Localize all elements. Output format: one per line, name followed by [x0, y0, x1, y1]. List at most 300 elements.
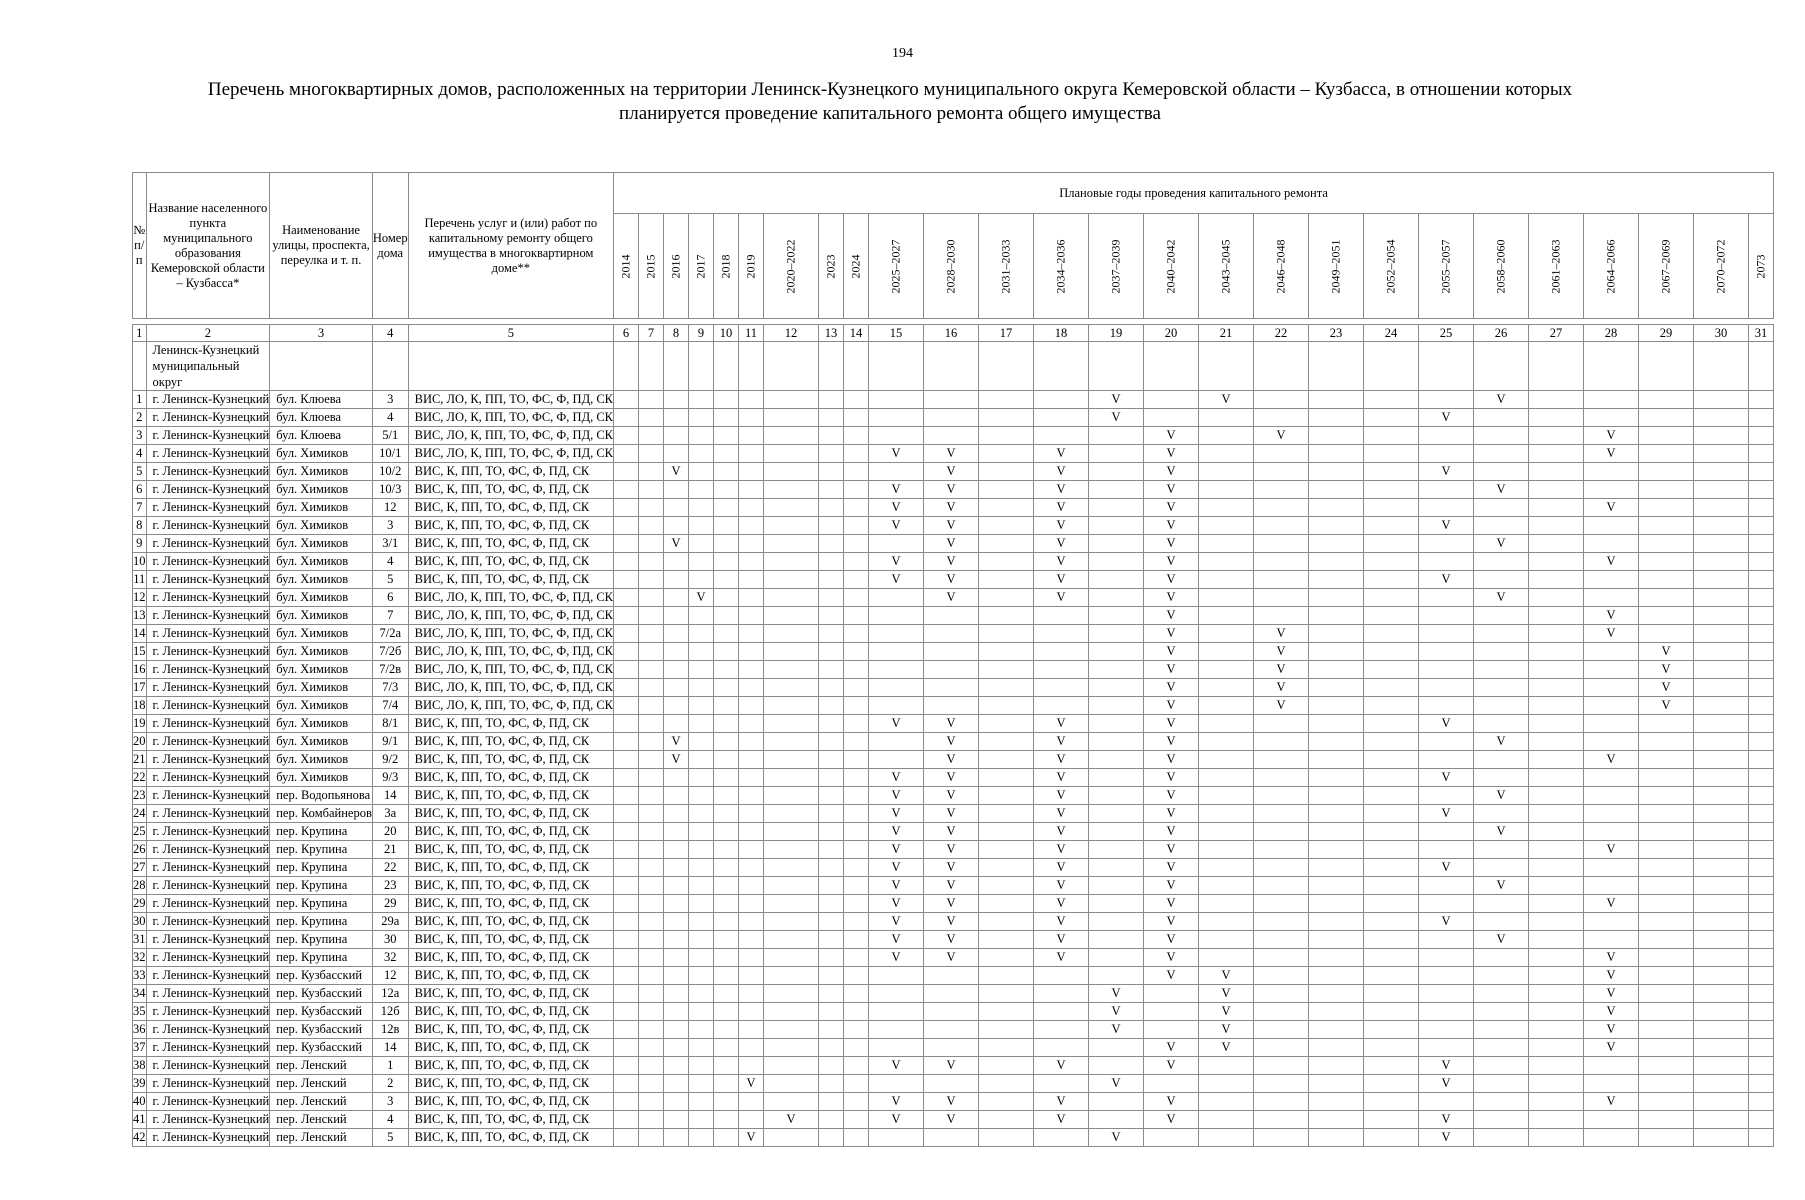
year-cell — [1309, 805, 1364, 823]
table-row — [133, 1129, 1774, 1147]
year-cell — [1639, 427, 1694, 445]
year-cell — [689, 769, 714, 787]
header-year-label: 2067–2069 — [1658, 239, 1673, 293]
year-cell — [764, 499, 819, 517]
planned-year-mark: V — [1089, 1021, 1144, 1039]
year-cell — [924, 1129, 979, 1147]
year-cell — [1694, 1075, 1749, 1093]
works-cell: ВИС, ЛО, К, ПП, ТО, ФС, Ф, ПД, СК — [408, 697, 613, 715]
planned-year-mark: V — [1144, 769, 1199, 787]
year-cell — [1749, 1129, 1774, 1147]
year-cell — [714, 643, 739, 661]
works-cell: ВИС, К, ПП, ТО, ФС, Ф, ПД, СК — [408, 859, 613, 877]
year-cell — [1364, 877, 1419, 895]
year-cell — [979, 949, 1034, 967]
planned-year-mark: V — [1144, 517, 1199, 535]
year-cell — [819, 859, 844, 877]
year-cell — [844, 967, 869, 985]
year-cell — [819, 1003, 844, 1021]
year-cell — [1639, 445, 1694, 463]
year-cell — [1199, 625, 1254, 643]
street-cell: бул. Химиков — [270, 715, 373, 733]
year-cell — [714, 967, 739, 985]
year-cell — [614, 463, 639, 481]
year-cell — [689, 967, 714, 985]
row-number: 7 — [133, 499, 147, 517]
planned-year-mark: V — [924, 913, 979, 931]
street-cell: пер. Комбайнеров — [270, 805, 373, 823]
year-cell — [1694, 571, 1749, 589]
year-cell — [1639, 625, 1694, 643]
year-cell — [1694, 409, 1749, 427]
year-cell — [1529, 823, 1584, 841]
settlement-cell: г. Ленинск-Кузнецкий — [146, 1003, 270, 1021]
planned-year-mark: V — [1144, 931, 1199, 949]
year-cell — [844, 1075, 869, 1093]
year-cell — [764, 481, 819, 499]
year-cell — [639, 517, 664, 535]
year-cell — [1694, 697, 1749, 715]
house-number-cell: 9/2 — [372, 751, 408, 769]
year-cell — [714, 949, 739, 967]
year-cell — [614, 589, 639, 607]
group-empty-cell — [739, 342, 764, 391]
year-cell — [1199, 949, 1254, 967]
year-cell — [979, 517, 1034, 535]
year-cell — [639, 805, 664, 823]
planned-year-mark: V — [869, 481, 924, 499]
year-cell — [1694, 553, 1749, 571]
works-cell: ВИС, К, ПП, ТО, ФС, Ф, ПД, СК — [408, 517, 613, 535]
year-cell — [1639, 841, 1694, 859]
year-cell — [1584, 913, 1639, 931]
year-cell — [764, 787, 819, 805]
year-cell — [1254, 481, 1309, 499]
row-number: 40 — [133, 1093, 147, 1111]
year-cell — [1584, 931, 1639, 949]
works-cell: ВИС, К, ПП, ТО, ФС, Ф, ПД, СК — [408, 481, 613, 499]
year-cell — [819, 1093, 844, 1111]
header-year — [869, 214, 924, 319]
header-year — [1199, 214, 1254, 319]
header-year — [739, 214, 764, 319]
header-year-label: 2037–2039 — [1108, 239, 1123, 293]
year-cell — [1254, 517, 1309, 535]
table-row — [133, 913, 1774, 931]
settlement-cell: г. Ленинск-Кузнецкий — [146, 859, 270, 877]
year-cell — [1694, 751, 1749, 769]
year-cell — [1694, 841, 1749, 859]
year-cell — [1584, 1075, 1639, 1093]
year-cell — [614, 643, 639, 661]
year-cell — [1749, 1021, 1774, 1039]
house-number-cell: 3 — [372, 1093, 408, 1111]
year-cell — [689, 1129, 714, 1147]
settlement-cell: г. Ленинск-Кузнецкий — [146, 1057, 270, 1075]
year-cell — [819, 877, 844, 895]
year-cell — [614, 1021, 639, 1039]
year-cell — [1749, 895, 1774, 913]
planned-year-mark: V — [1419, 859, 1474, 877]
year-cell — [1639, 463, 1694, 481]
year-cell — [1309, 517, 1364, 535]
year-cell — [1529, 445, 1584, 463]
planned-year-mark: V — [924, 571, 979, 589]
year-cell — [1254, 409, 1309, 427]
year-cell — [764, 535, 819, 553]
year-cell — [739, 697, 764, 715]
group-empty-cell — [1309, 342, 1364, 391]
header-year-label: 2025–2027 — [888, 239, 903, 293]
year-cell — [819, 1039, 844, 1057]
planned-year-mark: V — [1474, 787, 1529, 805]
year-cell — [714, 841, 739, 859]
year-cell — [764, 679, 819, 697]
year-cell — [1694, 895, 1749, 913]
year-cell — [1474, 1003, 1529, 1021]
column-number: 11 — [739, 325, 764, 342]
year-cell — [1639, 1093, 1694, 1111]
column-number: 7 — [639, 325, 664, 342]
year-cell — [1089, 481, 1144, 499]
planned-year-mark: V — [1584, 1039, 1639, 1057]
works-cell: ВИС, ЛО, К, ПП, ТО, ФС, Ф, ПД, СК — [408, 391, 613, 409]
year-cell — [714, 679, 739, 697]
year-cell — [714, 1021, 739, 1039]
year-cell — [614, 409, 639, 427]
header-year-label: 2020–2022 — [783, 239, 798, 293]
column-number: 20 — [1144, 325, 1199, 342]
table-row — [133, 949, 1774, 967]
year-cell — [614, 607, 639, 625]
works-cell: ВИС, К, ПП, ТО, ФС, Ф, ПД, СК — [408, 895, 613, 913]
table-row — [133, 1093, 1774, 1111]
year-cell — [1199, 697, 1254, 715]
house-number-cell: 2 — [372, 1075, 408, 1093]
year-cell — [819, 553, 844, 571]
year-cell — [1694, 1111, 1749, 1129]
year-cell — [664, 1021, 689, 1039]
house-number-cell: 3 — [372, 391, 408, 409]
year-cell — [1089, 1057, 1144, 1075]
group-empty-cell — [270, 342, 373, 391]
group-empty-cell — [1474, 342, 1529, 391]
group-empty-cell — [869, 342, 924, 391]
year-cell — [819, 733, 844, 751]
year-cell — [739, 1003, 764, 1021]
year-cell — [924, 625, 979, 643]
year-cell — [1639, 1021, 1694, 1039]
group-row — [133, 342, 1774, 391]
planned-year-mark: V — [1144, 571, 1199, 589]
year-cell — [1474, 949, 1529, 967]
year-cell — [1749, 1057, 1774, 1075]
planned-year-mark: V — [664, 733, 689, 751]
year-cell — [1639, 481, 1694, 499]
year-cell — [664, 949, 689, 967]
year-cell — [1089, 427, 1144, 445]
page-number: 194 — [892, 46, 913, 61]
year-cell — [1584, 769, 1639, 787]
works-cell: ВИС, К, ПП, ТО, ФС, Ф, ПД, СК — [408, 715, 613, 733]
year-cell — [1309, 409, 1364, 427]
year-cell — [1419, 1021, 1474, 1039]
planned-year-mark: V — [1034, 895, 1089, 913]
year-cell — [639, 895, 664, 913]
year-cell — [844, 787, 869, 805]
settlement-cell: г. Ленинск-Кузнецкий — [146, 463, 270, 481]
year-cell — [639, 877, 664, 895]
table-row — [133, 985, 1774, 1003]
year-cell — [739, 715, 764, 733]
row-number: 39 — [133, 1075, 147, 1093]
street-cell: пер. Кузбасский — [270, 985, 373, 1003]
year-cell — [1474, 517, 1529, 535]
year-cell — [1474, 715, 1529, 733]
year-cell — [614, 661, 639, 679]
year-cell — [1749, 427, 1774, 445]
year-cell — [1419, 787, 1474, 805]
year-cell — [614, 535, 639, 553]
row-number: 15 — [133, 643, 147, 661]
settlement-cell: г. Ленинск-Кузнецкий — [146, 679, 270, 697]
year-cell — [739, 499, 764, 517]
planned-year-mark: V — [924, 949, 979, 967]
year-cell — [1529, 715, 1584, 733]
year-cell — [924, 643, 979, 661]
year-cell — [979, 895, 1034, 913]
year-cell — [1529, 967, 1584, 985]
year-cell — [664, 1093, 689, 1111]
year-cell — [1254, 751, 1309, 769]
year-cell — [1694, 535, 1749, 553]
table-row — [133, 571, 1774, 589]
year-cell — [1089, 751, 1144, 769]
header-works: Перечень услуг и (или) работ по капитальному ремонту общего имущества в многоквартирном доме** — [408, 173, 613, 319]
year-cell — [819, 985, 844, 1003]
year-cell — [739, 769, 764, 787]
street-cell: пер. Крупина — [270, 841, 373, 859]
year-cell — [1419, 553, 1474, 571]
year-cell — [1639, 553, 1694, 571]
table-row — [133, 553, 1774, 571]
year-cell — [689, 841, 714, 859]
planned-year-mark: V — [1419, 571, 1474, 589]
year-cell — [844, 985, 869, 1003]
year-cell — [1749, 571, 1774, 589]
year-cell — [1694, 1057, 1749, 1075]
row-number: 12 — [133, 589, 147, 607]
year-cell — [1529, 463, 1584, 481]
year-cell — [1639, 715, 1694, 733]
year-cell — [869, 535, 924, 553]
year-cell — [979, 625, 1034, 643]
year-cell — [819, 823, 844, 841]
header-years-group: Плановые годы проведения капитального ремонта — [614, 173, 1774, 214]
year-cell — [844, 1111, 869, 1129]
year-cell — [739, 481, 764, 499]
header-year — [1694, 214, 1749, 319]
planned-year-mark: V — [1584, 841, 1639, 859]
year-cell — [614, 499, 639, 517]
year-cell — [1749, 769, 1774, 787]
year-cell — [1364, 481, 1419, 499]
year-cell — [1529, 1003, 1584, 1021]
column-number: 22 — [1254, 325, 1309, 342]
street-cell: пер. Крупина — [270, 895, 373, 913]
year-cell — [1474, 769, 1529, 787]
year-cell — [664, 787, 689, 805]
year-cell — [764, 769, 819, 787]
year-cell — [1254, 949, 1309, 967]
year-cell — [664, 1003, 689, 1021]
year-cell — [664, 625, 689, 643]
year-cell — [739, 463, 764, 481]
header-year — [1639, 214, 1694, 319]
year-cell — [1529, 805, 1584, 823]
table-row — [133, 589, 1774, 607]
year-cell — [1364, 931, 1419, 949]
street-cell: бул. Химиков — [270, 499, 373, 517]
year-cell — [1089, 679, 1144, 697]
house-number-cell: 29а — [372, 913, 408, 931]
year-cell — [664, 715, 689, 733]
header-year — [1089, 214, 1144, 319]
settlement-cell: г. Ленинск-Кузнецкий — [146, 517, 270, 535]
house-number-cell: 22 — [372, 859, 408, 877]
column-number: 24 — [1364, 325, 1419, 342]
street-cell: пер. Крупина — [270, 823, 373, 841]
works-cell: ВИС, К, ПП, ТО, ФС, Ф, ПД, СК — [408, 1111, 613, 1129]
planned-year-mark: V — [869, 949, 924, 967]
year-cell — [689, 751, 714, 769]
table-header — [133, 173, 1774, 319]
planned-year-mark: V — [869, 1111, 924, 1129]
year-cell — [714, 481, 739, 499]
header-year — [1749, 214, 1774, 319]
year-cell — [1199, 553, 1254, 571]
year-cell — [764, 877, 819, 895]
settlement-cell: г. Ленинск-Кузнецкий — [146, 1075, 270, 1093]
planned-year-mark: V — [1419, 463, 1474, 481]
year-cell — [1089, 607, 1144, 625]
year-cell — [764, 805, 819, 823]
year-cell — [1474, 445, 1529, 463]
year-cell — [1694, 715, 1749, 733]
year-cell — [614, 427, 639, 445]
year-cell — [664, 1129, 689, 1147]
year-cell — [739, 571, 764, 589]
year-cell — [1254, 1111, 1309, 1129]
row-number: 16 — [133, 661, 147, 679]
header-year-label: 2061–2063 — [1548, 239, 1563, 293]
year-cell — [1089, 895, 1144, 913]
year-cell — [1419, 877, 1474, 895]
year-cell — [1529, 1021, 1584, 1039]
year-cell — [1089, 445, 1144, 463]
street-cell: бул. Химиков — [270, 571, 373, 589]
year-cell — [639, 427, 664, 445]
planned-year-mark: V — [1419, 517, 1474, 535]
year-cell — [1749, 391, 1774, 409]
year-cell — [664, 1057, 689, 1075]
capital-repair-table — [132, 172, 1774, 1147]
year-cell — [1639, 877, 1694, 895]
year-cell — [924, 409, 979, 427]
year-cell — [924, 661, 979, 679]
planned-year-mark: V — [1144, 1111, 1199, 1129]
row-number: 8 — [133, 517, 147, 535]
year-cell — [1309, 841, 1364, 859]
street-cell: бул. Химиков — [270, 697, 373, 715]
year-cell — [1749, 553, 1774, 571]
header-year-label: 2015 — [643, 254, 658, 278]
planned-year-mark: V — [1144, 625, 1199, 643]
column-number: 18 — [1034, 325, 1089, 342]
year-cell — [1309, 661, 1364, 679]
year-cell — [614, 625, 639, 643]
year-cell — [1749, 967, 1774, 985]
year-cell — [664, 661, 689, 679]
year-cell — [1254, 787, 1309, 805]
row-number: 17 — [133, 679, 147, 697]
year-cell — [1584, 859, 1639, 877]
header-year — [1474, 214, 1529, 319]
year-cell — [639, 1093, 664, 1111]
table-row — [133, 607, 1774, 625]
year-cell — [844, 463, 869, 481]
year-cell — [1749, 481, 1774, 499]
year-cell — [1749, 931, 1774, 949]
year-cell — [1254, 715, 1309, 733]
year-cell — [1034, 625, 1089, 643]
house-number-cell: 1 — [372, 1057, 408, 1075]
planned-year-mark: V — [1584, 607, 1639, 625]
planned-year-mark: V — [924, 481, 979, 499]
year-cell — [739, 1057, 764, 1075]
planned-year-mark: V — [1144, 841, 1199, 859]
year-cell — [869, 625, 924, 643]
year-cell — [979, 589, 1034, 607]
year-cell — [1089, 715, 1144, 733]
year-cell — [819, 715, 844, 733]
year-cell — [614, 445, 639, 463]
street-cell: пер. Водопьянова — [270, 787, 373, 805]
year-cell — [664, 391, 689, 409]
table-row — [133, 427, 1774, 445]
year-cell — [844, 859, 869, 877]
year-cell — [924, 697, 979, 715]
year-cell — [1639, 1129, 1694, 1147]
year-cell — [714, 823, 739, 841]
year-cell — [979, 427, 1034, 445]
year-cell — [1199, 571, 1254, 589]
house-number-cell: 14 — [372, 787, 408, 805]
works-cell: ВИС, К, ПП, ТО, ФС, Ф, ПД, СК — [408, 949, 613, 967]
year-cell — [819, 571, 844, 589]
year-cell — [664, 1039, 689, 1057]
year-cell — [1364, 787, 1419, 805]
year-cell — [764, 661, 819, 679]
year-cell — [979, 643, 1034, 661]
year-cell — [689, 481, 714, 499]
row-number: 22 — [133, 769, 147, 787]
house-number-cell: 10/3 — [372, 481, 408, 499]
house-number-cell: 5 — [372, 571, 408, 589]
year-cell — [764, 625, 819, 643]
year-cell — [764, 643, 819, 661]
year-cell — [1529, 859, 1584, 877]
